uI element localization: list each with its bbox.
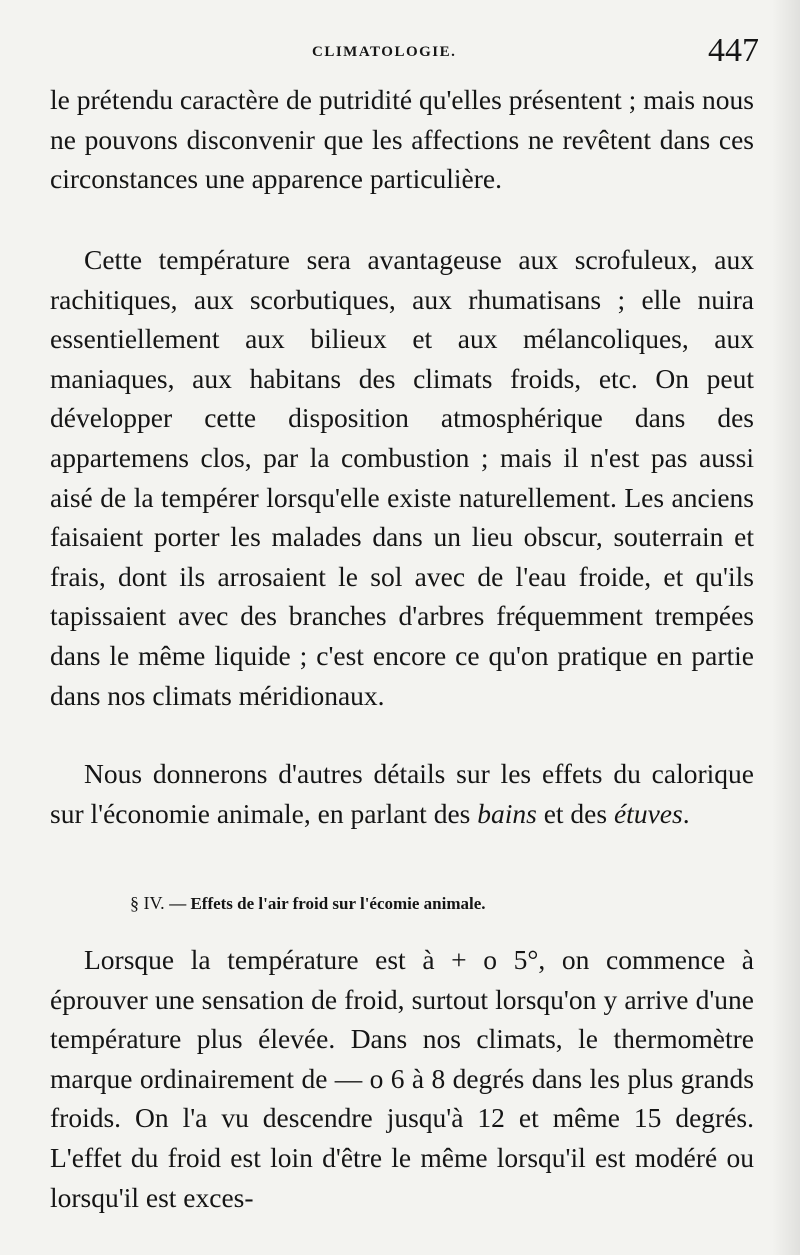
text-run: Nous donnerons d'autres détails sur les effets du calorique sur l'économie animale, en parlant des xyxy=(50,758,754,829)
paragraph-temperature-effects xyxy=(50,240,754,715)
text-run: . xyxy=(682,797,690,829)
paragraph-text: le prétendu caractère de putridité qu'elles présentent ; mais nous ne pouvons disconvenir que les affections ne revêtent dans ces circonstances une apparence particulière. xyxy=(50,84,754,195)
paragraph-caloric-details xyxy=(50,754,754,833)
section-heading xyxy=(130,893,486,914)
italic-term-etuves: étuves xyxy=(613,797,683,829)
running-title: CLIMATOLOGIE. xyxy=(312,44,457,60)
text-run: et des xyxy=(536,797,614,829)
page-number: 447 xyxy=(708,32,759,69)
section-number: § IV. xyxy=(130,893,165,913)
scan-edge-shadow xyxy=(772,0,800,1255)
paragraph-continuation xyxy=(50,80,754,199)
italic-term-bains: bains xyxy=(477,797,537,829)
page-header xyxy=(0,32,800,76)
paragraph-text xyxy=(50,754,754,833)
paragraph-text: Cette température sera avantageuse aux scrofuleux, aux rachitiques, aux scorbutiques, aux rhumatisans ; elle nuira essentiellement aux bilieux et aux mélancoliques, aux maniaques, aux habitans des climats froids, etc. On peut développer cette disposition atmosphérique dans des appartemens clos, par la combustion ; mais il n'est pas aussi aisé de la tempérer lorsqu'elle existe naturellement. Les anciens faisaient porter les malades dans un lieu obscur, souterrain et frais, dont ils arrosaient le sol avec de l'eau froide, et qu'ils tapissaient avec des branches d'arbres fréquemment trempées dans le même liquide ; c'est encore ce qu'on pratique en partie dans nos climats méridionaux. xyxy=(50,244,754,711)
section-title: — Effets de l'air froid sur l'écomie animale. xyxy=(169,894,486,913)
paragraph-text: Lorsque la température est à + o 5°, on commence à éprouver une sensation de froid, surtout lorsqu'on y arrive d'une température plus élevée. Dans nos climats, le thermomètre marque ordinairement de — o 6 à 8 degrés dans les plus grands froids. On l'a vu descendre jusqu'à 12 et même 15 degrés. L'effet du froid est loin d'être le même lorsqu'il est modéré ou lorsqu'il est exces- xyxy=(50,944,754,1213)
paragraph-cold-air xyxy=(50,940,754,1217)
